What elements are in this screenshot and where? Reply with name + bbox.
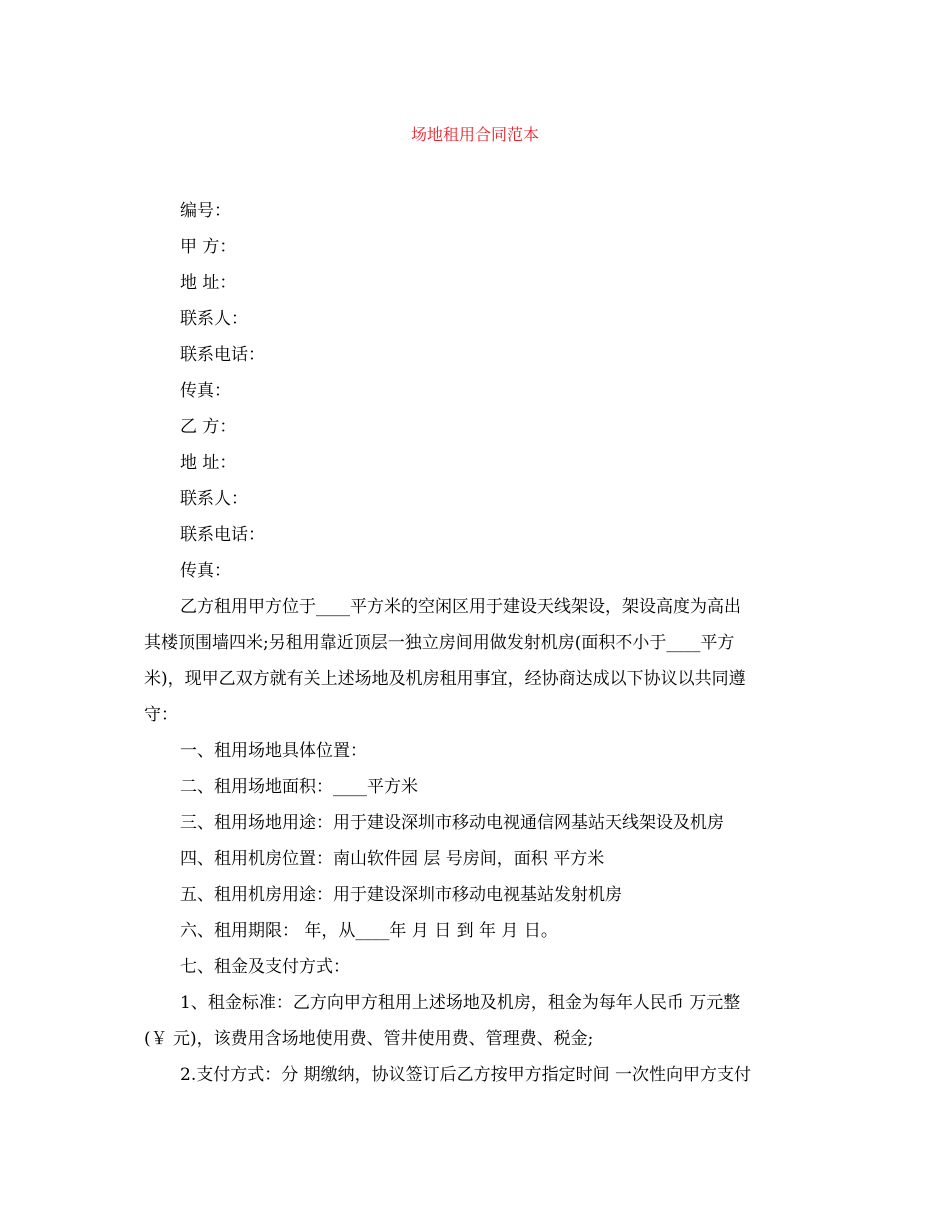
intro-paragraph-line: 守： (144, 705, 178, 725)
subclause-rent-standard-cont: (￥ 元)，该费用含场地使用费、管井使用费、管理费、税金; (144, 1029, 594, 1049)
clause-3: 三、租用场地用途：用于建设深圳市移动电视通信网基站天线架设及机房 (180, 813, 724, 833)
field-party-b-address: 地 址： (180, 453, 237, 473)
field-party-b-fax: 传真： (180, 561, 231, 581)
field-party-a-address: 地 址： (180, 273, 237, 293)
field-party-b-contact: 联系人： (180, 489, 248, 509)
field-party-a: 甲 方： (180, 237, 237, 257)
field-number: 编号： (180, 201, 231, 221)
clause-4: 四、租用机房位置：南山软件园 层 号房间，面积 平方米 (180, 849, 605, 869)
clause-6: 六、租用期限： 年，从____年 月 日 到 年 月 日。 (180, 921, 558, 941)
subclause-rent-standard: 1、租金标准：乙方向甲方租用上述场地及机房，租金为每年人民币 万元整 (180, 993, 741, 1013)
intro-paragraph-line: 乙方租用甲方位于____平方米的空闲区用于建设天线架设，架设高度为高出 (180, 597, 741, 617)
field-party-b-phone: 联系电话： (180, 525, 265, 545)
field-party-a-fax: 传真： (180, 381, 231, 401)
field-party-b: 乙 方： (180, 417, 237, 437)
subclause-payment-method: 2.支付方式：分 期缴纳，协议签订后乙方按甲方指定时间 一次性向甲方支付 (180, 1065, 752, 1085)
clause-1: 一、租用场地具体位置： (180, 741, 367, 761)
document-body (144, 193, 809, 1093)
clause-7: 七、租金及支付方式： (180, 957, 350, 977)
clause-5: 五、租用机房用途：用于建设深圳市移动电视基站发射机房 (180, 885, 622, 905)
field-party-a-phone: 联系电话： (180, 345, 265, 365)
document-title: 场地租用合同范本 (410, 125, 539, 144)
field-party-a-contact: 联系人： (180, 309, 248, 329)
intro-paragraph-line: 其楼顶围墙四米;另租用靠近顶层一独立房间用做发射机房(面积不小于____平方 (144, 633, 735, 653)
clause-2: 二、租用场地面积：____平方米 (180, 777, 418, 797)
intro-paragraph-line: 米)，现甲乙双方就有关上述场地及机房租用事宜，经协商达成以下协议以共同遵 (144, 669, 746, 689)
